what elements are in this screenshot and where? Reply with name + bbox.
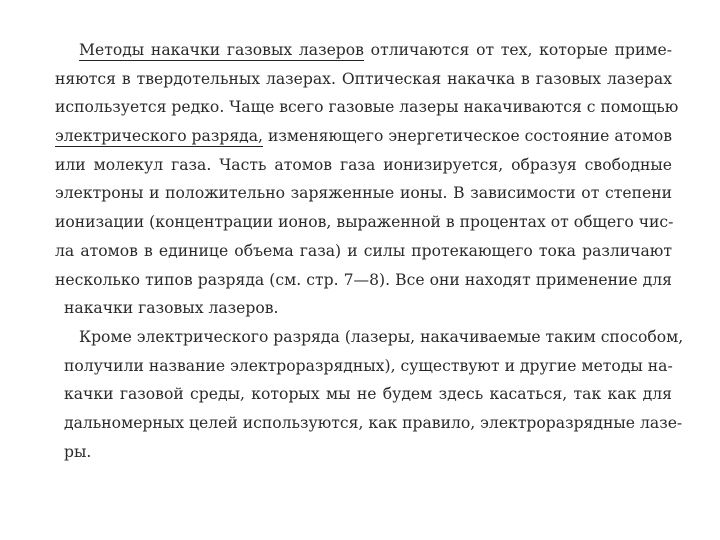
paragraph-line: Кроме электрического разряда (лазеры, накачиваемые таким способом,: [79, 327, 684, 346]
paragraph-1: [55, 36, 679, 323]
underlined-term: Методы накачки газовых лазеров: [79, 41, 364, 59]
paragraph-line: или молекул газа. Часть атомов газа ионизируется, образуя свободные: [55, 155, 672, 174]
line-text: изменяющего энергетическое состояние атомов: [263, 127, 672, 146]
paragraph-line: ры.: [64, 442, 92, 461]
document-body: [55, 36, 684, 466]
paragraph-line: ла атомов в единице объема газа) и силы протекающего тока различают: [55, 241, 672, 260]
paragraph-line: [55, 36, 672, 65]
paragraph-line: ионизации (концентрации ионов, выраженной в процентах от общего чис-: [55, 213, 674, 232]
line-text: отличаются от тех, которые приме-: [363, 41, 672, 59]
paragraph-line: несколько типов разряда (см. стр. 7—8). Все они находят применение для: [55, 270, 672, 289]
underlined-term: электрического разряда,: [55, 127, 264, 146]
paragraph-line: получили название электроразрядных), существуют и другие методы на-: [64, 356, 673, 375]
paragraph-line: электроны и положительно заряженные ионы. В зависимости от степени: [55, 184, 672, 203]
paragraph-2: [55, 323, 684, 466]
paragraph-line: дальномерных целей используются, как правило, электроразрядные лазе-: [64, 413, 683, 432]
paragraph-line: качки газовой среды, которых мы не будем здесь касаться, так как для: [64, 385, 672, 404]
paragraph-line: няются в твердотельных лазерах. Оптическая накачка в газовых лазерах: [55, 69, 672, 88]
paragraph-line: [55, 122, 672, 151]
paragraph-line: накачки газовых лазеров.: [64, 299, 279, 318]
paragraph-line: используется редко. Чаще всего газовые лазеры накачиваются с помощью: [55, 98, 679, 117]
